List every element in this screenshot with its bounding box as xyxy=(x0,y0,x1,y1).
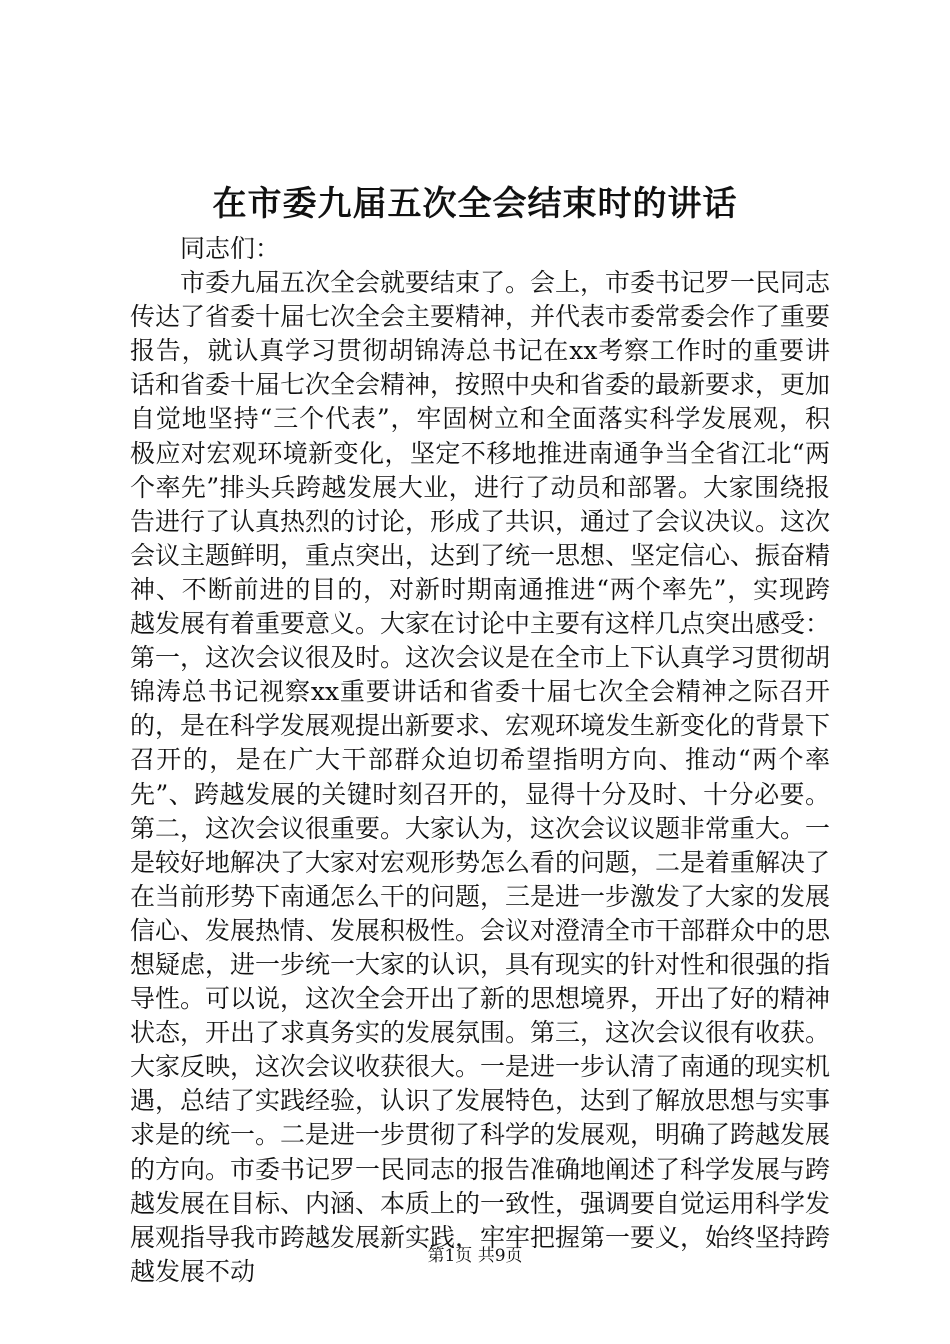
page-footer: 第1页 共9页 xyxy=(427,1246,523,1266)
document-body xyxy=(130,232,830,1289)
body-paragraph: 市委九届五次全会就要结束了。会上，市委书记罗一民同志传达了省委十届七次全会主要精神，并代表市委常委会作了重要报告，就认真学习贯彻胡锦涛总书记在xx考察工作时的重要讲话和省委十届七次全会精神，按照中央和省委的最新要求，更加自觉地坚持“三个代表”，牢固树立和全面落实科学发展观，积极应对宏观环境新变化，坚定不移地推进南通争当全省江北“两个率先”排头兵跨越发展大业，进行了动员和部署。大家围绕报告进行了认真热烈的讨论，形成了共识，通过了会议决议。这次会议主题鲜明，重点突出，达到了统一思想、坚定信心、振奋精神、不断前进的目的，对新时期南通推进“两个率先”，实现跨越发展有着重要意义。大家在讨论中主要有这样几点突出感受：第一，这次会议很及时。这次会议是在全市上下认真学习贯彻胡锦涛总书记视察xx重要讲话和省委十届七次全会精神之际召开的，是在科学发展观提出新要求、宏观环境发生新变化的背景下召开的，是在广大干部群众迫切希望指明方向、推动“两个率先”、跨越发展的关键时刻召开的，显得十分及时、十分必要。第二，这次会议很重要。大家认为，这次会议议题非常重大。一是较好地解决了大家对宏观形势怎么看的问题，二是着重解决了在当前形势下南通怎么干的问题，三是进一步激发了大家的发展信心、发展热情、发展积极性。会议对澄清全市干部群众中的思想疑虑，进一步统一大家的认识，具有现实的针对性和很强的指导性。可以说，这次全会开出了新的思想境界，开出了好的精神状态，开出了求真务实的发展氛围。第三，这次会议很有收获。大家反映，这次会议收获很大。一是进一步认清了南通的现实机遇，总结了实践经验，认识了发展特色，达到了解放思想与实事求是的统一。二是进一步贯彻了科学的发展观，明确了跨越发展的方向。市委书记罗一民同志的报告准确地阐述了科学发展与跨越发展在目标、内涵、本质上的一致性，强调要自觉运用科学发展观指导我市跨越发展新实践，牢牢把握第一要义，始终坚持跨越发展不动 xyxy=(130,268,831,1286)
document-title: 在市委九届五次全会结束时的讲话 xyxy=(212,184,738,224)
salutation: 同志们： xyxy=(180,234,281,263)
